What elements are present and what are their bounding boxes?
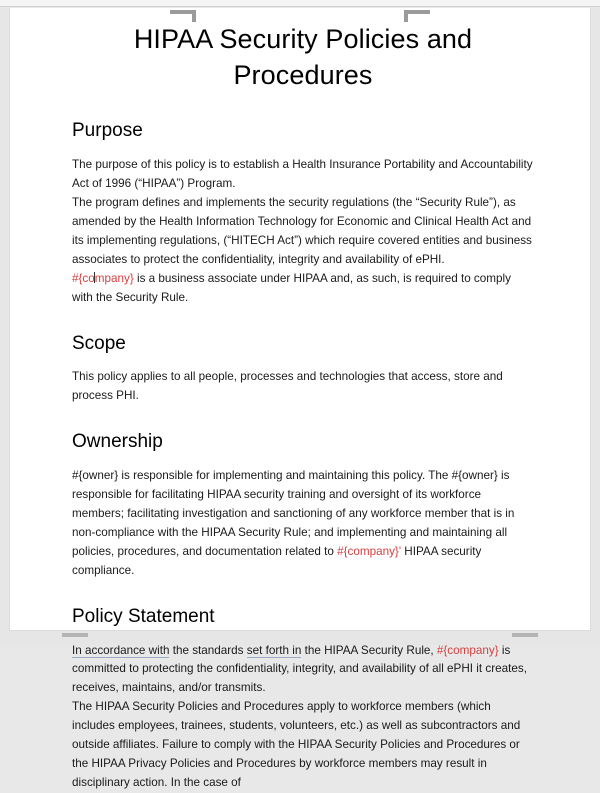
section-policy-statement — [72, 605, 534, 793]
paragraph-policy-tail: is committed to protecting the confidentiality, integrity, and availability of all ePHI it creates, receives, maintains, and/or transmits. — [72, 643, 527, 695]
canvas-top-band — [0, 0, 600, 7]
document-body[interactable] — [10, 8, 590, 790]
section-ownership — [72, 430, 534, 580]
section-heading-ownership: Ownership — [72, 431, 163, 453]
margin-marker-bottom-left[interactable] — [62, 633, 88, 637]
paragraph-purpose-3-text: is a business associate under HIPAA and, as such, is required to comply with the Security Rule. — [72, 271, 511, 304]
document-page[interactable] — [9, 8, 591, 790]
paragraph-scope-1: This policy applies to all people, processes and technologies that access, store and process PHI. — [72, 370, 503, 403]
paragraph-ownership-text-2: HIPAA security compliance. — [72, 544, 482, 577]
margin-marker-top-right[interactable] — [404, 10, 430, 14]
paragraph-ownership-1 — [72, 467, 534, 581]
paragraph-purpose-3 — [72, 270, 534, 308]
section-heading-purpose: Purpose — [72, 120, 143, 142]
paragraph-policy-1 — [72, 642, 534, 699]
paragraph-purpose-2: The program defines and implements the security regulations (the “Security Rule”), as amended by the Health Information Technology for Economic and Clinical Health Act and its implementing regulations, (“HITECH Act”) which require covered entities and business associates to protect the confidentiality, integrity and availability of ePHI. — [72, 195, 532, 266]
paragraph-purpose-1: The purpose of this policy is to establish a Health Insurance Portability and Accountability Act of 1996 (“HIPAA”) Program. — [72, 158, 533, 190]
section-heading-scope: Scope — [72, 332, 126, 354]
placeholder-company-ownership[interactable]: #{company}' — [337, 544, 402, 558]
section-heading-policy-statement: Policy Statement — [72, 605, 215, 627]
paragraph-policy-mid-1: the standards — [169, 643, 247, 657]
paragraph-policy-mid-2: the HIPAA Security Rule, — [301, 643, 437, 657]
placeholder-company-policy[interactable]: #{company} — [436, 643, 499, 657]
placeholder-company-purpose-a[interactable]: #{co — [72, 271, 95, 285]
paragraph-policy-2: The HIPAA Security Policies and Procedures apply to workforce members (which includes employees, trainees, students, volunteers, etc.) as well as subcontractors and outside affiliates. Failure to comply with the HIPAA Security Policies and Procedures or the HIPAA Privacy Policies and Procedures by workforce members may result in disciplinary action. In the case of — [72, 700, 521, 790]
section-scope — [72, 332, 534, 407]
paragraph-ownership-text-1: #{owner} is responsible for implementing and maintaining this policy. The #{owner} is responsible for facilitating HIPAA security training and oversight of its workforce members; facilitating investigation and sanctioning of any workforce member that is in non-compliance with the HIPAA Security Rule; and implementing and maintaining all policies, procedures, and documentation related to — [72, 469, 515, 558]
grammar-suggestion-set-forth-in[interactable]: set forth in — [246, 643, 302, 657]
placeholder-company-purpose-b[interactable]: mpany} — [94, 271, 134, 285]
section-purpose — [72, 119, 534, 307]
margin-marker-top-left[interactable] — [170, 10, 196, 14]
margin-marker-bottom-right[interactable] — [512, 633, 538, 637]
grammar-suggestion-in-accordance-with[interactable]: In accordance with — [72, 643, 170, 657]
page-title: HIPAA Security Policies and Procedures — [133, 24, 473, 90]
